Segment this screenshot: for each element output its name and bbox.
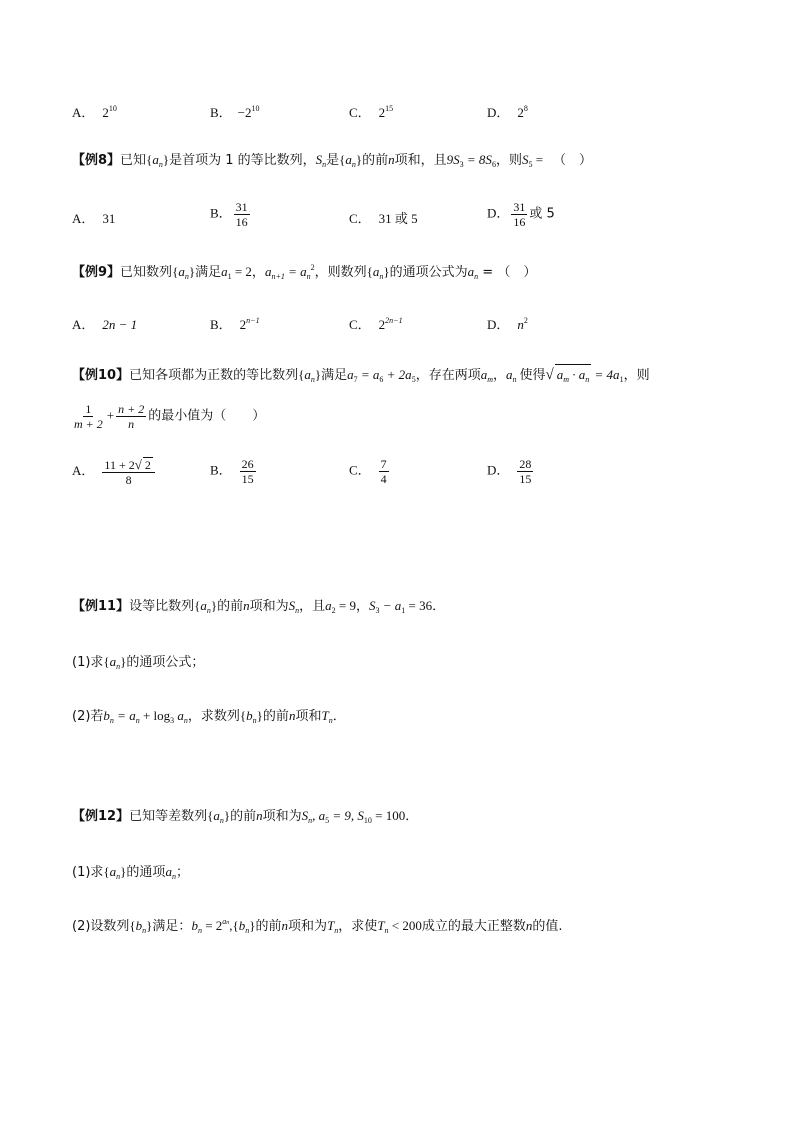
example-11-part-2: (2)若$b_n = a_n + \log_3 a_n$，求数列$\{b_n\}$的前n项和$T_n$． (72, 708, 346, 725)
ex9-option-a: A． 2n − 1 (72, 317, 138, 332)
example-9-tag: 【例9】 (72, 265, 121, 280)
ex10-option-c: C． $\frac{7}{4}$ (349, 457, 387, 486)
ex8-option-c: C． 31 或 5 (349, 211, 418, 226)
example-12-part-2: (2)设数列$\{b_n\}$满足：$b_n = 2^{an},\{b_n\}$的前n项和为$T_n$，求使$T_n < 200$成立的最大正整数n的值. (72, 917, 563, 935)
example-10-stem-line2: $\frac{1}{m + 2}$ + $\frac{n + 2}{n}$ 的最小值为（ ） (74, 402, 266, 431)
ex10-option-b: B． $\frac{26}{15}$ (210, 457, 254, 486)
q7-option-d: D． $2^8$ (487, 104, 528, 120)
example-10-stem-line1: 【例10】已知各项都为正数的等比数列$\{a_n\}$满足$a_7 = a_6 + 2a_5$，存在两项$a_m$，$a_n$ 使得√ $a_m \cdot a_n = 4a_1$，则 (72, 364, 650, 386)
ex9-option-d: D． $n^2$ (487, 316, 528, 332)
ex10-option-d: D． $\frac{28}{15}$ (487, 457, 532, 486)
example-11-tag: 【例11】 (72, 599, 130, 614)
example-8-tag: 【例8】 (72, 153, 121, 168)
q7-option-b: B． $-2^{10}$ (210, 104, 260, 120)
example-9-stem: 【例9】已知数列$\{a_n\}$满足$a_1 = 2$，$a_{n+1} = a_n^2$，则数列$\{a_n\}$的通项公式为$a_n$ = （ ） (72, 263, 537, 281)
example-12-stem: 【例12】已知等差数列$\{a_n\}$的前n项和为$S_n$, $a_5 = 9$, $S_{10} = 100$． (72, 808, 419, 825)
example-11-part-1: (1)求$\{a_n\}$的通项公式； (72, 654, 205, 671)
q7-option-c: C． $2^{15}$ (349, 104, 394, 120)
ex9-option-c: C． $2^{2n-1}$ (349, 316, 403, 332)
ex9-option-b: B． $2^{n-1}$ (210, 316, 260, 332)
q7-option-a: A． $2^{10}$ (72, 104, 117, 120)
ex8-option-b: B． $\frac{31}{16}$ (210, 200, 248, 229)
ex8-option-d: D． $\frac{31}{16}$ 或 5 (487, 200, 555, 229)
example-8-stem: 【例8】已知$\{a_n\}$是首项为 1 的等比数列，$S_n$是$\{a_n\}$的前n项和，且$9S_3 = 8S_6$，则$S_5$ = （ ） (72, 152, 593, 169)
ex8-option-a: A． 31 (72, 211, 116, 226)
example-11-stem: 【例11】设等比数列$\{a_n\}$的前n项和为$S_n$，且$a_2 = 9$，$S_3 - a_1 = 36$． (72, 598, 446, 615)
example-12-tag: 【例12】 (72, 809, 130, 824)
ex10-option-a: A． $\frac{11 + 2√ 2}{8}$ (72, 457, 157, 487)
example-12-part-1: (1)求$\{a_n\}$的通项$a_n$； (72, 864, 189, 881)
example-10-tag: 【例10】 (72, 368, 130, 383)
